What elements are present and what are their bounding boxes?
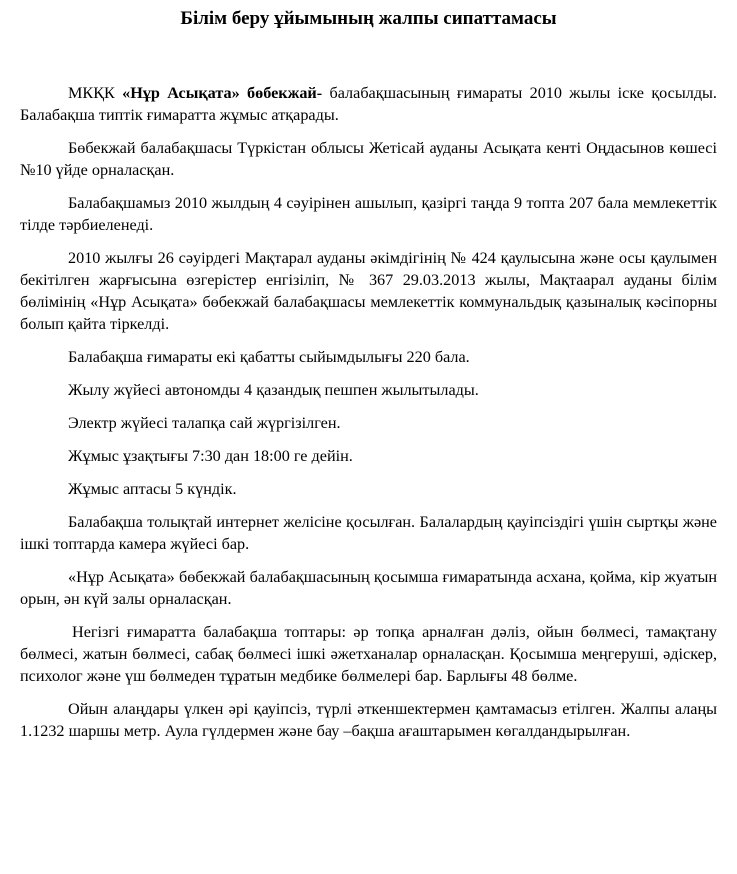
document-body — [20, 82, 717, 753]
paragraph-address: Бөбекжай балабақшасы Түркістан облысы Жетісай ауданы Асықата кенті Оңдасынов көшесі №10 үйде орналасқан. — [20, 139, 717, 179]
paragraph-annex: «Нұр Асықата» бөбекжай балабақшасының қосымша ғимаратында асхана, қойма, кір жуатын орын, ән күй залы орналасқан. — [20, 568, 717, 608]
paragraph-main-building: Негізгі ғимаратта балабақша топтары: әр топқа арналған дәліз, ойын бөлмесі, тамақтану бөлмесі, жатын бөлмесі, сабақ бөлмесі ішкі әжетханалар орналасқан. Қосымша меңгеруші, әдіскер, психолог және үш бөлмеден тұратын медбике бөлмелері бар. Барлығы 48 бөлме. — [20, 623, 717, 685]
kindergarten-name: «Нұр Асықата» — [122, 84, 240, 102]
paragraph-intro-rest: балабақшасының ғимараты 2010 жылы іске қосылды. Балабақша типтік ғимаратта жұмыс атқарады. — [20, 84, 717, 124]
paragraph-heating: Жылу жүйесі автономды 4 қазандық пешпен жылытылады. — [68, 381, 479, 399]
paragraph-opening: Балабақшамыз 2010 жылдың 4 сәуірінен ашылып, қазіргі таңда 9 топта 207 бала мемлекеттік тілде тәрбиеленеді. — [20, 194, 717, 234]
paragraph-electric: Электр жүйесі талапқа сай жүргізілген. — [68, 414, 341, 432]
paragraph-internet: Балабақша толықтай интернет желісіне қосылған. Балалардың қауіпсіздігі үшін сыртқы және ішкі топтарда камера жүйесі бар. — [20, 513, 717, 553]
paragraph-workweek: Жұмыс аптасы 5 күндік. — [68, 480, 237, 498]
paragraph-hours: Жұмыс ұзақтығы 7:30 дан 18:00 ге дейін. — [68, 447, 353, 465]
paragraph-capacity: Балабақша ғимараты екі қабатты сыйымдылығы 220 бала. — [68, 348, 470, 366]
paragraph-intro-type: бөбекжай- — [239, 84, 323, 102]
paragraph-intro-prefix: МКҚК — [68, 84, 123, 102]
paragraph-playgrounds: Ойын алаңдары үлкен әрі қауіпсіз, түрлі әткеншектермен қамтамасыз етілген. Жалпы алаңы 1.1232 шаршы метр. Аула гүлдермен және бау –бақша ағаштарымен көгалдандырылған. — [20, 700, 717, 740]
paragraph-intro — [20, 82, 717, 126]
paragraph-registration: 2010 жылғы 26 сәуірдегі Мақтарал ауданы әкімдігінің № 424 қаулысына және осы қаулымен бекітілген жарғысына өзгерістер енгізіліп, № 367 29.03.2013 жылы, Мақтаарал ауданы білім бөлімінің «Нұр Асықата» бөбекжай балабақшасы мемлекеттік коммунальдық қазыналық кәсіпорны болып қайта тіркелді. — [20, 249, 717, 333]
document-title: Білім беру ұйымының жалпы сипаттамасы — [180, 8, 557, 29]
